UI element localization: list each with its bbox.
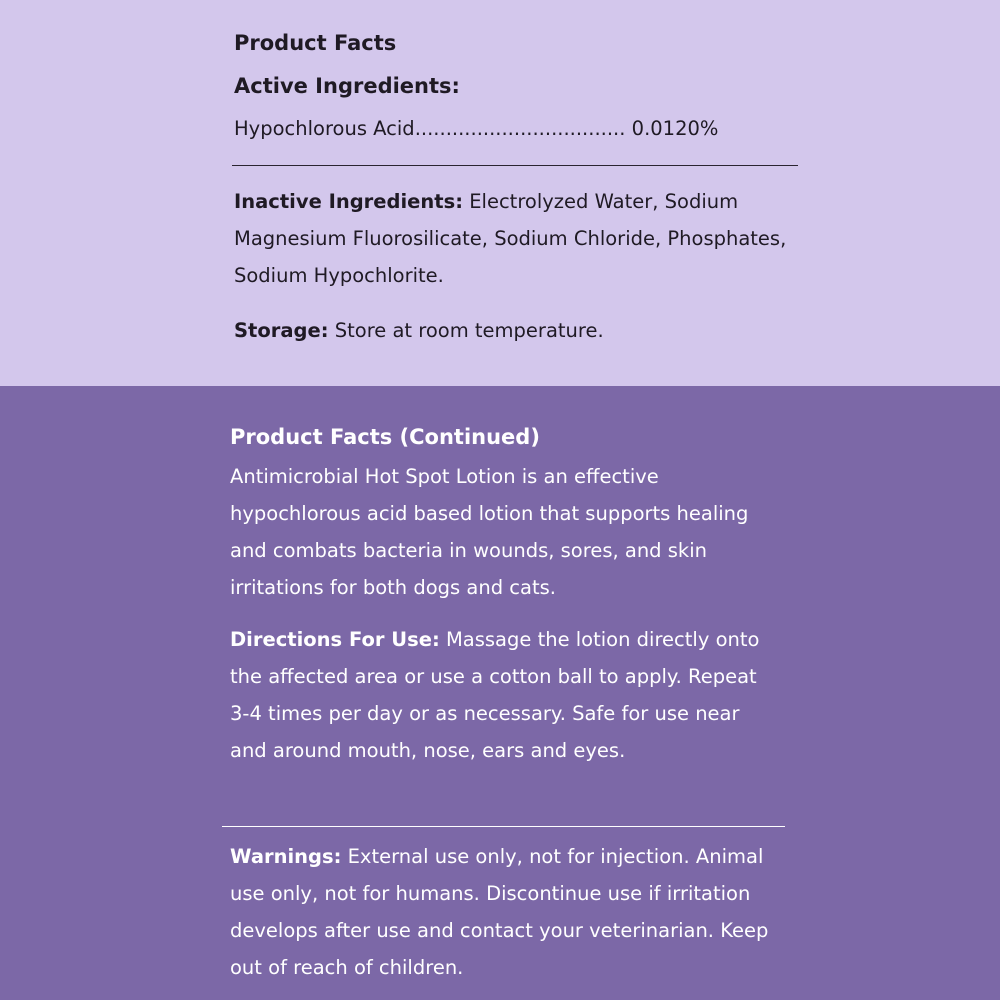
description-block [230, 458, 750, 606]
product-facts-continued-panel [0, 386, 1000, 1000]
active-ingredient-name: Hypochlorous Acid [234, 117, 415, 140]
active-ingredients-heading: Active Ingredients: [234, 74, 460, 98]
warnings-paragraph [230, 838, 780, 986]
description-paragraph: Antimicrobial Hot Spot Lotion is an effective hypochlorous acid based lotion that supports healing and combats bacteria in wounds, sores, and skin irritations for both dogs and cats. [230, 465, 749, 599]
inactive-ingredients-label: Inactive Ingredients: [234, 190, 464, 213]
inactive-ingredients-paragraph [234, 183, 794, 294]
storage-block [234, 312, 804, 349]
active-ingredient-leader: .................................. [414, 117, 626, 140]
divider-bottom [222, 826, 785, 827]
product-facts-heading-block [234, 30, 804, 56]
active-ingredients-block [234, 73, 804, 99]
product-facts-panel [0, 0, 1000, 386]
inactive-ingredients-text: Electrolyzed Water, Sodium Magnesium Fluorosilicate, Sodium Chloride, Phosphates, Sodium Hypochlorite. [234, 190, 787, 287]
directions-text: Massage the lotion directly onto the affected area or use a cotton ball to apply. Repeat 3-4 times per day or as necessary. Safe for use near and around mouth, nose, ears and eyes. [230, 628, 760, 762]
warnings-block [230, 838, 780, 986]
active-ingredient-amount: 0.0120% [631, 117, 719, 140]
directions-block [230, 621, 775, 769]
inactive-ingredients-block [234, 183, 794, 294]
continued-heading-block [230, 424, 790, 450]
warnings-text: External use only, not for injection. Animal use only, not for humans. Discontinue use if irritation develops after use and contact your veterinarian. Keep out of reach of children. [230, 845, 769, 979]
storage-label: Storage: [234, 319, 329, 342]
storage-paragraph [234, 312, 804, 349]
storage-text: Store at room temperature. [334, 319, 604, 342]
product-facts-title: Product Facts [234, 31, 397, 55]
divider-top [232, 165, 798, 166]
active-ingredient-row [234, 116, 804, 142]
warnings-label: Warnings: [230, 845, 342, 868]
directions-label: Directions For Use: [230, 628, 440, 651]
product-facts-continued-title: Product Facts (Continued) [230, 425, 540, 449]
directions-paragraph [230, 621, 775, 769]
